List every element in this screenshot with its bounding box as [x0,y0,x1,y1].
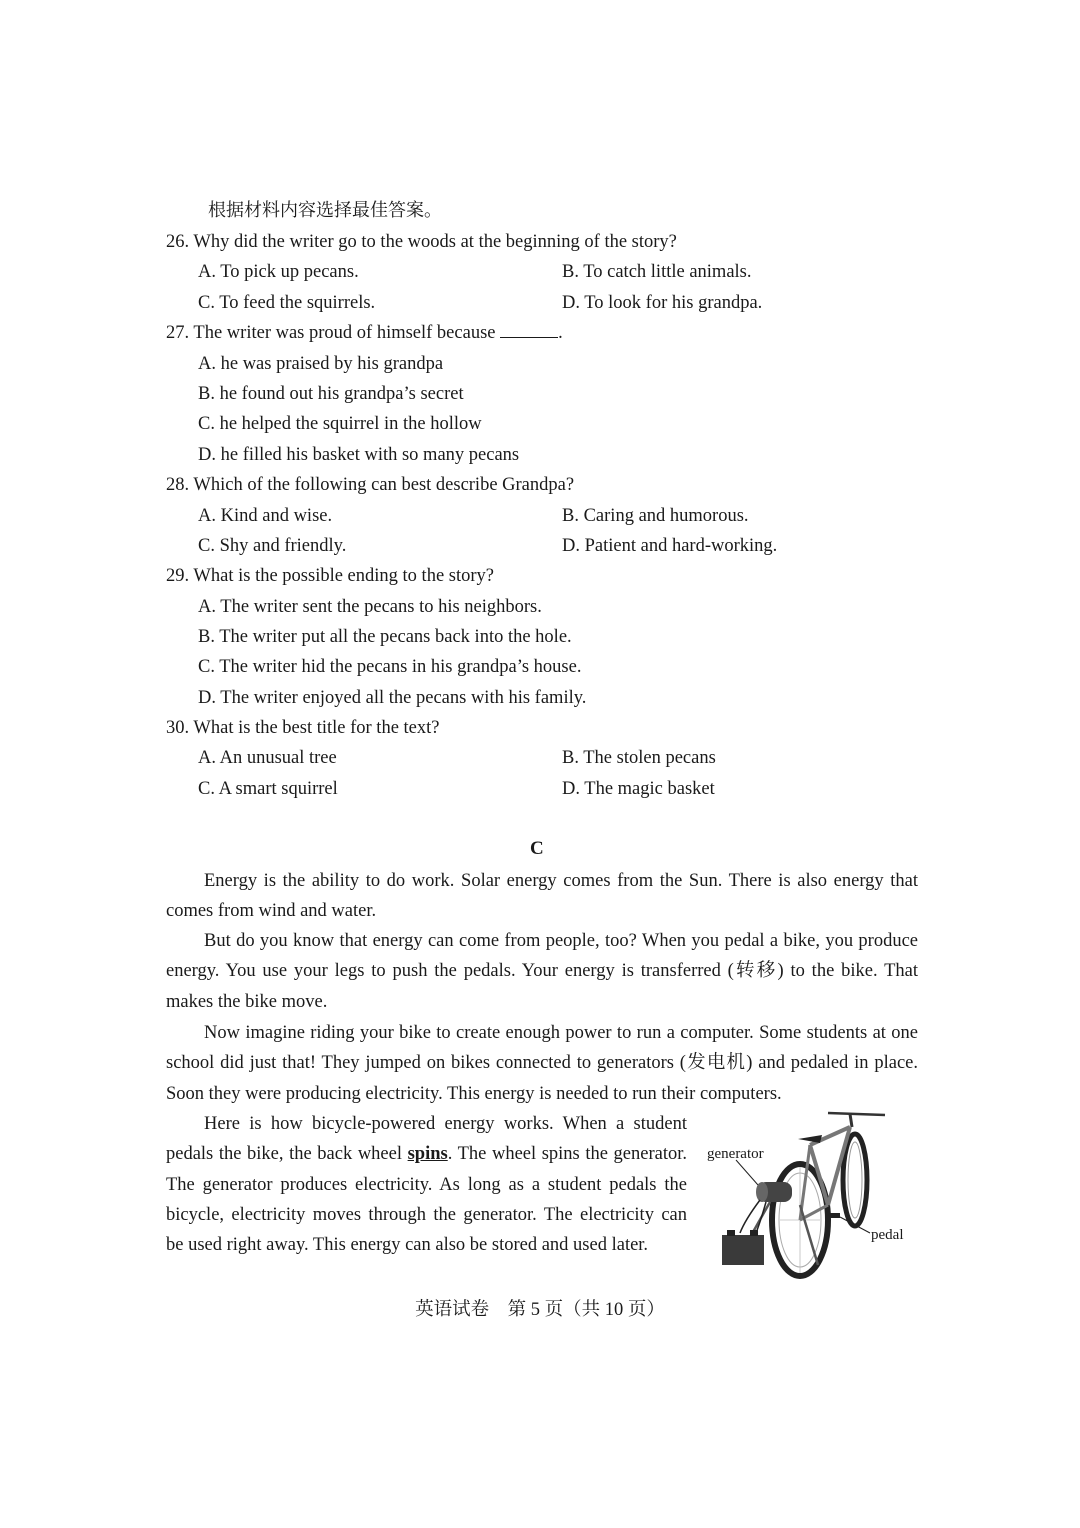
question-26-option-b[interactable]: B. To catch little animals. [562,262,752,282]
question-30-option-c[interactable]: C. A smart squirrel [198,779,338,799]
question-29-option-c[interactable]: C. The writer hid the pecans in his grandpa’s house. [198,657,582,677]
instruction: 根据材料内容选择最佳答案。 [208,200,442,221]
paragraph-1: Energy is the ability to do work. Solar energy comes from the Sun. There is also energy that comes from wind and water. [166,871,918,922]
question-27-stem [166,321,563,345]
answer-blank [500,321,558,338]
question-28-option-c[interactable]: C. Shy and friendly. [198,536,347,556]
question-26-option-a[interactable]: A. To pick up pecans. [198,262,359,282]
question-30-option-d[interactable]: D. The magic basket [562,779,715,799]
question-27-option-b[interactable]: B. he found out his grandpa’s secret [198,384,464,404]
question-28-option-d[interactable]: D. Patient and hard-working. [562,536,778,556]
question-26-option-d[interactable]: D. To look for his grandpa. [562,293,763,313]
question-28-stem: 28. Which of the following can best describe Grandpa? [166,475,575,495]
question-28-option-a[interactable]: A. Kind and wise. [198,506,333,526]
question-30-option-a[interactable]: A. An unusual tree [198,748,337,768]
question-29-option-d[interactable]: D. The writer enjoyed all the pecans with his family. [198,688,587,708]
pedal-label: pedal [871,1227,904,1243]
question-29-option-a[interactable]: A. The writer sent the pecans to his neighbors. [198,597,542,617]
page-footer: 英语试卷 第 5 页（共 10 页） [415,1300,665,1320]
generator-label: generator [707,1146,764,1162]
paragraph-2: But do you know that energy can come from people, too? When you pedal a bike, you produce energy. You use your legs to push the pedals. Your energy is transferred (转移) to the bike. That makes the bike move. [166,931,918,1012]
paragraph-4-text-start: Here is how bicycle-powered energy works. When a student pedals the bike, the back wheel [166,1114,687,1165]
question-27-option-d[interactable]: D. he filled his basket with so many pecans [198,445,520,465]
bicycle-illustration [700,1105,915,1280]
bicycle-generator-figure [700,1105,915,1280]
question-27-option-a[interactable]: A. he was praised by his grandpa [198,354,444,374]
question-27-stem-end: . [558,323,563,343]
underlined-word: spins [407,1144,448,1165]
question-30-option-b[interactable]: B. The stolen pecans [562,748,716,768]
paragraph-4 [166,1109,687,1260]
question-26-option-c[interactable]: C. To feed the squirrels. [198,293,376,313]
question-30-stem: 30. What is the best title for the text? [166,718,440,738]
question-27-stem-text: 27. The writer was proud of himself because [166,323,501,343]
paragraph-3: Now imagine riding your bike to create enough power to run a computer. Some students at one school did just that! They jumped on bikes connected to generators (发电机) and pedaled in place. Soon they were producing electricity. This energy is needed to run their computers. [166,1023,918,1104]
question-29-option-b[interactable]: B. The writer put all the pecans back into the hole. [198,627,572,647]
paragraph-4-text-end: . The wheel spins the generator. The generator produces electricity. As long as a student pedals the bicycle, electricity moves through the generator. The electricity can be used right away. This energy can also be stored and used later. [166,1144,687,1256]
section-heading: C [530,838,544,859]
question-27-option-c[interactable]: C. he helped the squirrel in the hollow [198,414,482,434]
question-28-option-b[interactable]: B. Caring and humorous. [562,506,749,526]
question-29-stem: 29. What is the possible ending to the story? [166,566,494,586]
question-26-stem: 26. Why did the writer go to the woods at the beginning of the story? [166,232,677,252]
